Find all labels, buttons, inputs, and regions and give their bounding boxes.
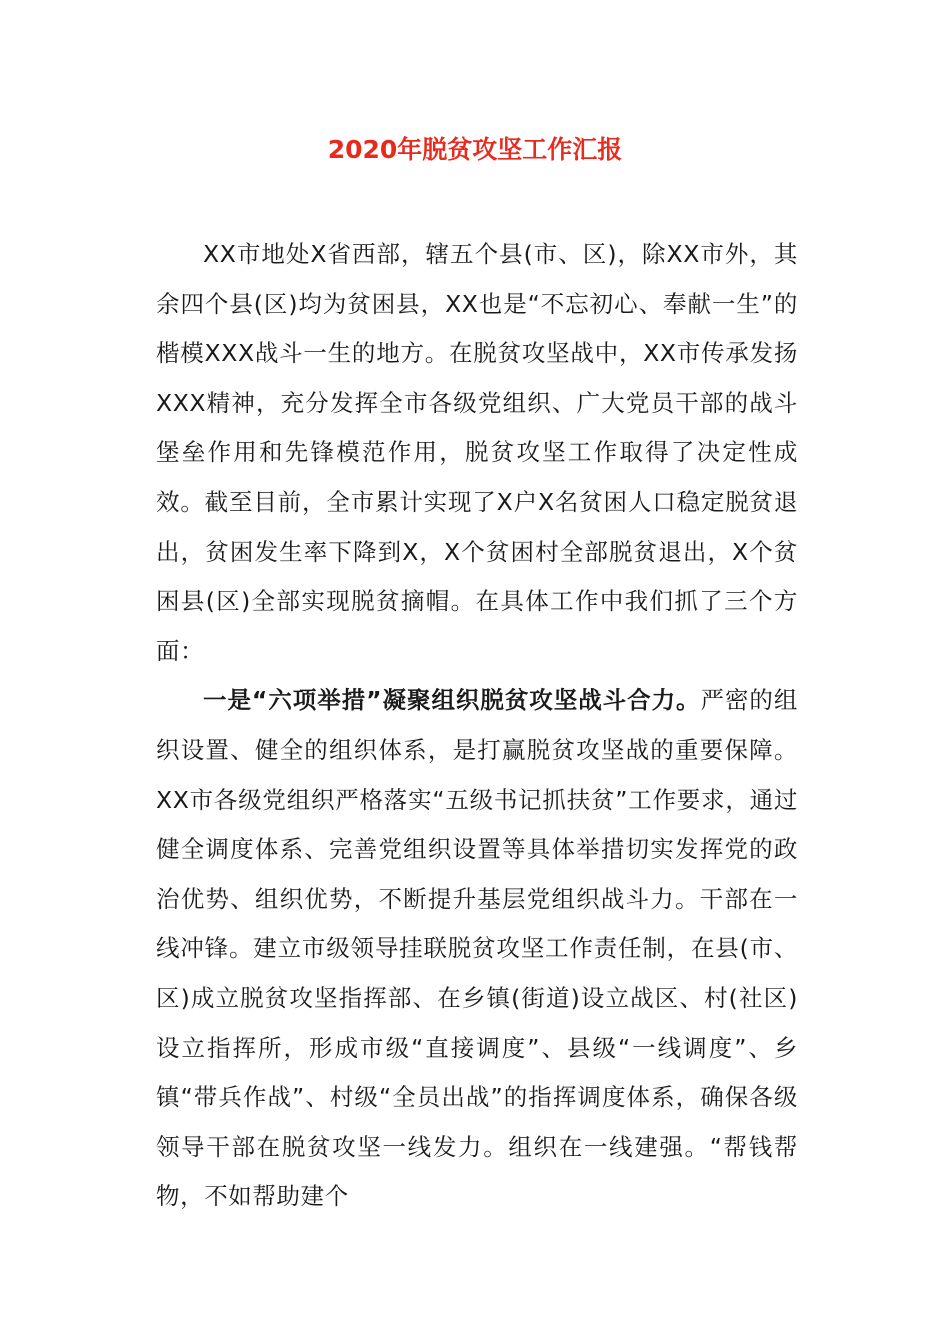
document-title: 2020年脱贫攻坚工作汇报	[327, 135, 623, 164]
paragraph-intro	[156, 230, 798, 676]
paragraph-point-one	[156, 676, 798, 1222]
paragraph-point-one-text: 严密的组织设置、健全的组织体系，是打赢脱贫攻坚战的重要保障。XX市各级党组织严格落实“五级书记抓扶贫”工作要求，通过健全调度体系、完善党组织设置等具体举措切实发挥党的政治优势、组织优势，不断提升基层党组织战斗力。干部在一线冲锋。建立市级领导挂联脱贫攻坚工作责任制，在县(市、区)成立脱贫攻坚指挥部、在乡镇(街道)设立战区、村(社区)设立指挥所，形成市级“直接调度”、县级“一线调度”、乡镇“带兵作战”、村级“全员出战”的指挥调度体系，确保各级领导干部在脱贫攻坚一线发力。组织在一线建强。“帮钱帮物，不如帮助建个	[156, 686, 798, 1211]
paragraph-intro-text: XX市地处X省西部，辖五个县(市、区)，除XX市外，其余四个县(区)均为贫困县，XX也是“不忘初心、奉献一生”的楷模XXX战斗一生的地方。在脱贫攻坚战中，XX市传承发扬XXX精神，充分发挥全市各级党组织、广大党员干部的战斗堡垒作用和先锋模范作用，脱贫攻坚工作取得了决定性成效。截至目前，全市累计实现了X户X名贫困人口稳定脱贫退出，贫困发生率下降到X，X个贫困村全部脱贫退出，X个贫困县(区)全部实现脱贫摘帽。在具体工作中我们抓了三个方面：	[156, 240, 798, 665]
document-body	[156, 230, 798, 1222]
paragraph-point-one-heading: 一是“六项举措”凝聚组织脱贫攻坚战斗合力。	[203, 686, 701, 715]
